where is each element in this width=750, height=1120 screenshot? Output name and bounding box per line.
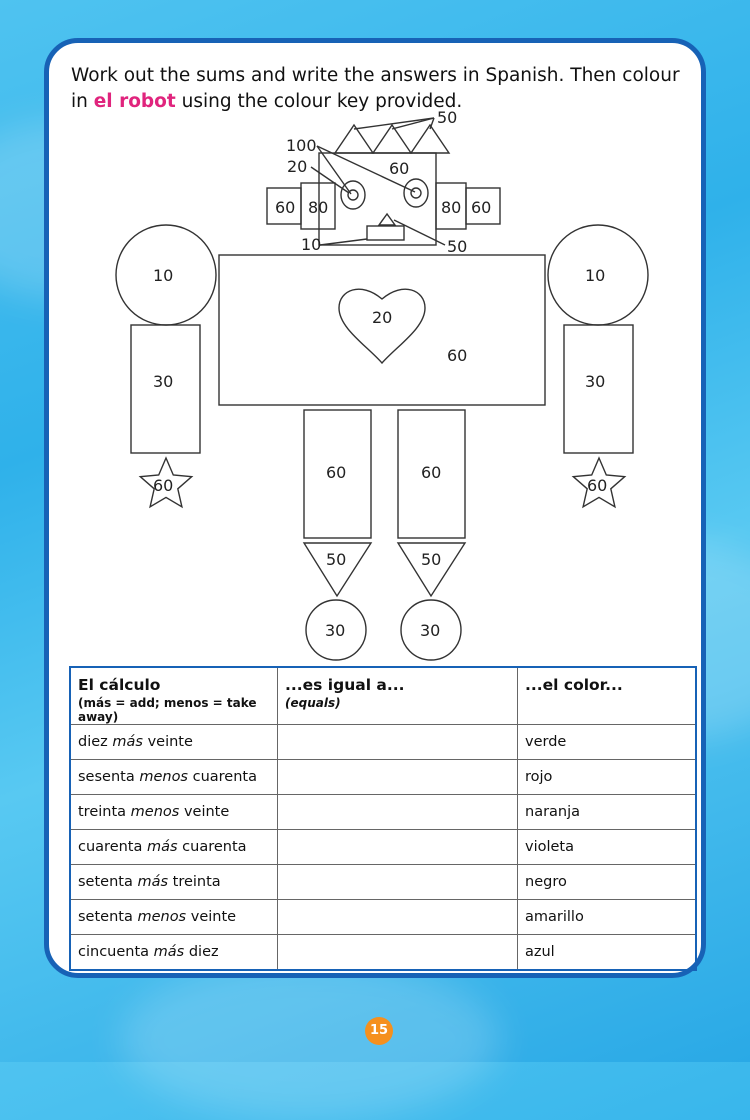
worksheet-card xyxy=(44,38,706,978)
label-antenna: 100 xyxy=(286,136,317,155)
colour-cell: verde xyxy=(518,725,697,760)
table-row xyxy=(70,830,696,865)
table-row xyxy=(70,795,696,830)
instructions-highlight: el robot xyxy=(93,91,176,112)
answer-field[interactable] xyxy=(278,900,518,935)
colour-cell: rojo xyxy=(518,760,697,795)
robot-head[interactable] xyxy=(319,153,436,245)
label-shoulder-right: 10 xyxy=(585,266,606,285)
label-nose: 50 xyxy=(447,237,468,256)
label-arm-left: 30 xyxy=(153,372,174,391)
robot-nose[interactable] xyxy=(379,214,395,225)
label-ear-right-inner: 80 xyxy=(441,198,462,217)
label-head: 60 xyxy=(389,159,410,178)
page-number: 15 xyxy=(365,1017,393,1045)
answer-field[interactable] xyxy=(278,725,518,760)
table-row xyxy=(70,865,696,900)
label-heart: 20 xyxy=(372,308,393,327)
label-ear-right-outer: 60 xyxy=(471,198,492,217)
answer-field[interactable] xyxy=(278,865,518,900)
table-row xyxy=(70,725,696,760)
robot-eye-right[interactable] xyxy=(404,179,428,207)
answer-field[interactable] xyxy=(278,795,518,830)
calc-cell: cuarenta más cuarenta xyxy=(70,830,278,865)
label-foot-right: 30 xyxy=(420,621,441,640)
instructions-text-1: Work out the sums and write the answers in Spanish. Then colour in xyxy=(71,65,680,112)
colour-cell: azul xyxy=(518,935,697,971)
calc-cell: cincuenta más diez xyxy=(70,935,278,971)
header-equals: ...es igual a... (equals) xyxy=(278,667,518,725)
colour-cell: negro xyxy=(518,865,697,900)
answer-field[interactable] xyxy=(278,760,518,795)
label-foot-left: 30 xyxy=(325,621,346,640)
calc-cell: treinta menos veinte xyxy=(70,795,278,830)
label-shin-right: 50 xyxy=(421,550,442,569)
robot-drawing[interactable] xyxy=(49,43,701,663)
hat-triangle-3[interactable] xyxy=(411,125,449,153)
answer-field[interactable] xyxy=(278,830,518,865)
colour-cell: violeta xyxy=(518,830,697,865)
calc-cell: sesenta menos cuarenta xyxy=(70,760,278,795)
label-ear-left-inner: 80 xyxy=(308,198,329,217)
colour-key-table xyxy=(69,666,697,971)
label-arm-right: 30 xyxy=(585,372,606,391)
label-eye: 20 xyxy=(287,157,308,176)
robot-torso[interactable] xyxy=(219,255,545,405)
table-header-row xyxy=(70,667,696,725)
label-leg-right: 60 xyxy=(421,463,442,482)
header-colour: ...el color... xyxy=(518,667,697,725)
calc-cell: diez más veinte xyxy=(70,725,278,760)
label-shoulder-left: 10 xyxy=(153,266,174,285)
label-torso: 60 xyxy=(447,346,468,365)
label-hand-left: 60 xyxy=(153,476,174,495)
table-row xyxy=(70,935,696,971)
colour-cell: amarillo xyxy=(518,900,697,935)
label-hand-right: 60 xyxy=(587,476,608,495)
calc-cell: setenta más treinta xyxy=(70,865,278,900)
label-ear-left-outer: 60 xyxy=(275,198,296,217)
table-body xyxy=(70,725,696,971)
table-row xyxy=(70,900,696,935)
label-hat: 50 xyxy=(437,108,458,127)
calc-cell: setenta menos veinte xyxy=(70,900,278,935)
table-row xyxy=(70,760,696,795)
hat-triangle-1[interactable] xyxy=(335,125,373,153)
colour-cell: naranja xyxy=(518,795,697,830)
answer-field[interactable] xyxy=(278,935,518,971)
robot-mouth[interactable] xyxy=(367,226,404,240)
label-shin-left: 50 xyxy=(326,550,347,569)
label-mouth: 10 xyxy=(301,235,322,254)
instructions-text-2: using the colour key provided. xyxy=(175,91,463,112)
label-leg-left: 60 xyxy=(326,463,347,482)
header-calculation: El cálculo (más = add; menos = take away) xyxy=(70,667,278,725)
robot-hat[interactable] xyxy=(335,125,449,153)
hat-triangle-2[interactable] xyxy=(373,125,411,153)
